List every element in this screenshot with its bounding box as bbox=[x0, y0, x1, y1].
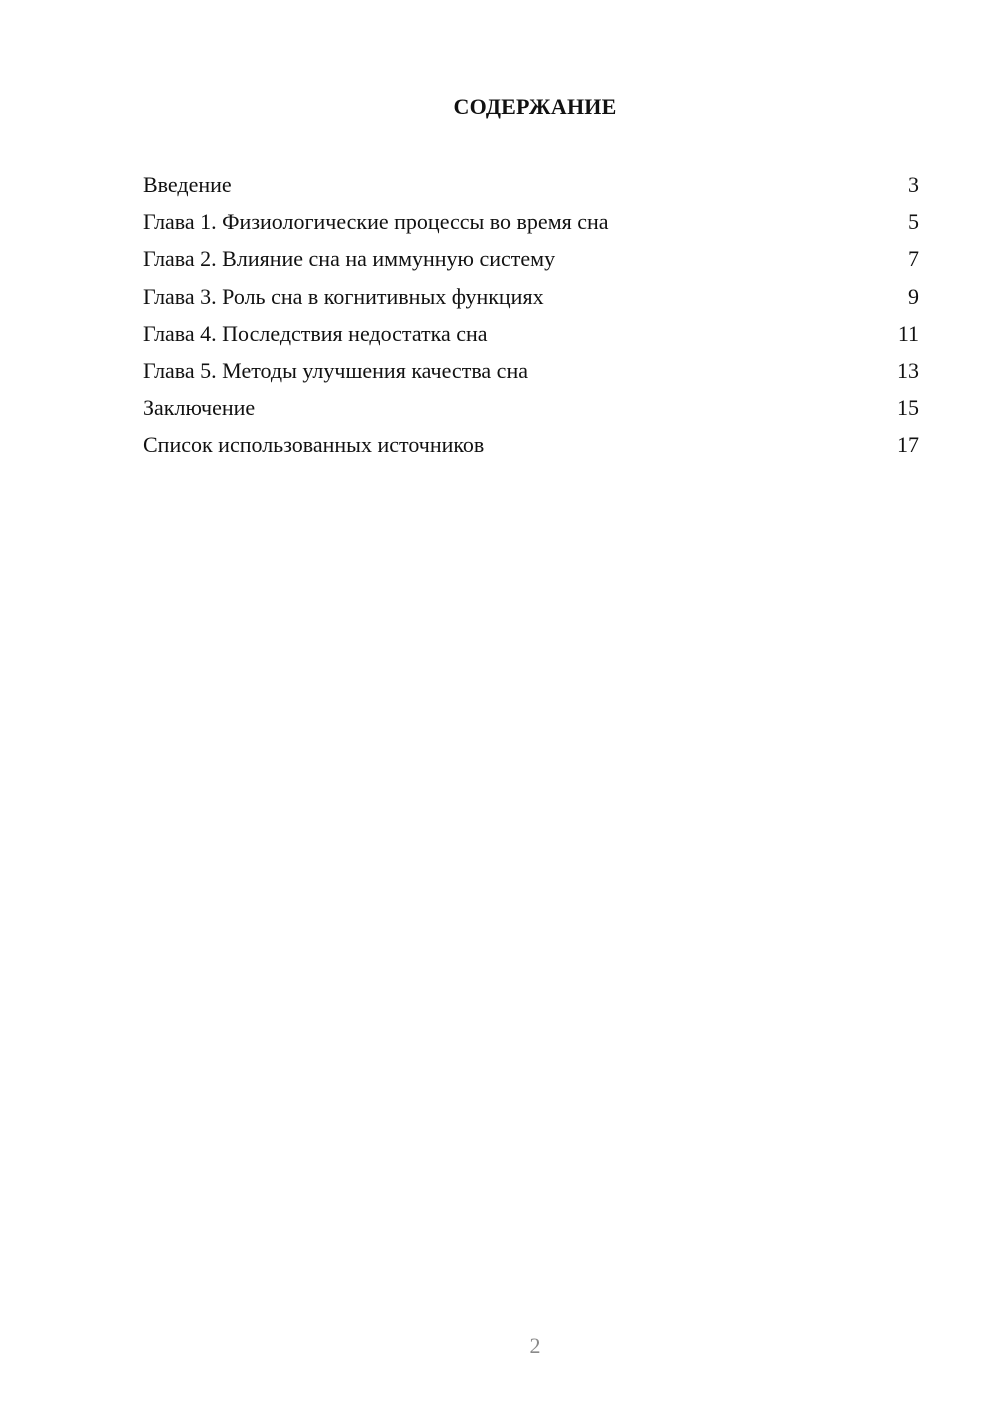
toc-item-chapter-4[interactable] bbox=[143, 317, 919, 354]
toc-item-chapter-2[interactable] bbox=[143, 242, 919, 279]
page-number: 2 bbox=[529, 1333, 541, 1358]
toc-item-title: Глава 5. Методы улучшения качества сна bbox=[143, 357, 528, 383]
toc-item-references[interactable] bbox=[143, 428, 919, 465]
toc-item-chapter-3[interactable] bbox=[143, 280, 919, 317]
toc-item-page-number: 7 bbox=[908, 246, 919, 272]
toc-item-page-number: 3 bbox=[908, 172, 919, 197]
toc-item-chapter-5[interactable] bbox=[143, 354, 919, 391]
toc-item-chapter-1[interactable] bbox=[143, 205, 919, 242]
table-of-contents bbox=[143, 168, 919, 466]
toc-item-introduction[interactable] bbox=[143, 168, 919, 205]
toc-item-conclusion[interactable] bbox=[143, 391, 919, 428]
toc-item-page-number: 5 bbox=[908, 209, 919, 235]
toc-item-page-number: 15 bbox=[897, 395, 919, 421]
toc-item-page-number: 13 bbox=[897, 357, 919, 383]
toc-item-title: Глава 1. Физиологические процессы во время сна bbox=[143, 209, 609, 235]
toc-item-title: Глава 3. Роль сна в когнитивных функциях bbox=[143, 283, 544, 309]
toc-item-page-number: 11 bbox=[897, 320, 919, 346]
toc-item-title: Глава 4. Последствия недостатка сна bbox=[143, 320, 488, 346]
toc-item-title: Введение bbox=[143, 172, 232, 197]
toc-item-page-number: 9 bbox=[908, 283, 919, 309]
toc-item-title: Список использованных источников bbox=[143, 432, 485, 458]
toc-heading: СОДЕРЖАНИЕ bbox=[453, 94, 617, 119]
toc-item-title: Заключение bbox=[143, 395, 256, 421]
toc-item-page-number: 17 bbox=[897, 432, 919, 458]
toc-item-title: Глава 2. Влияние сна на иммунную систему bbox=[143, 246, 556, 272]
